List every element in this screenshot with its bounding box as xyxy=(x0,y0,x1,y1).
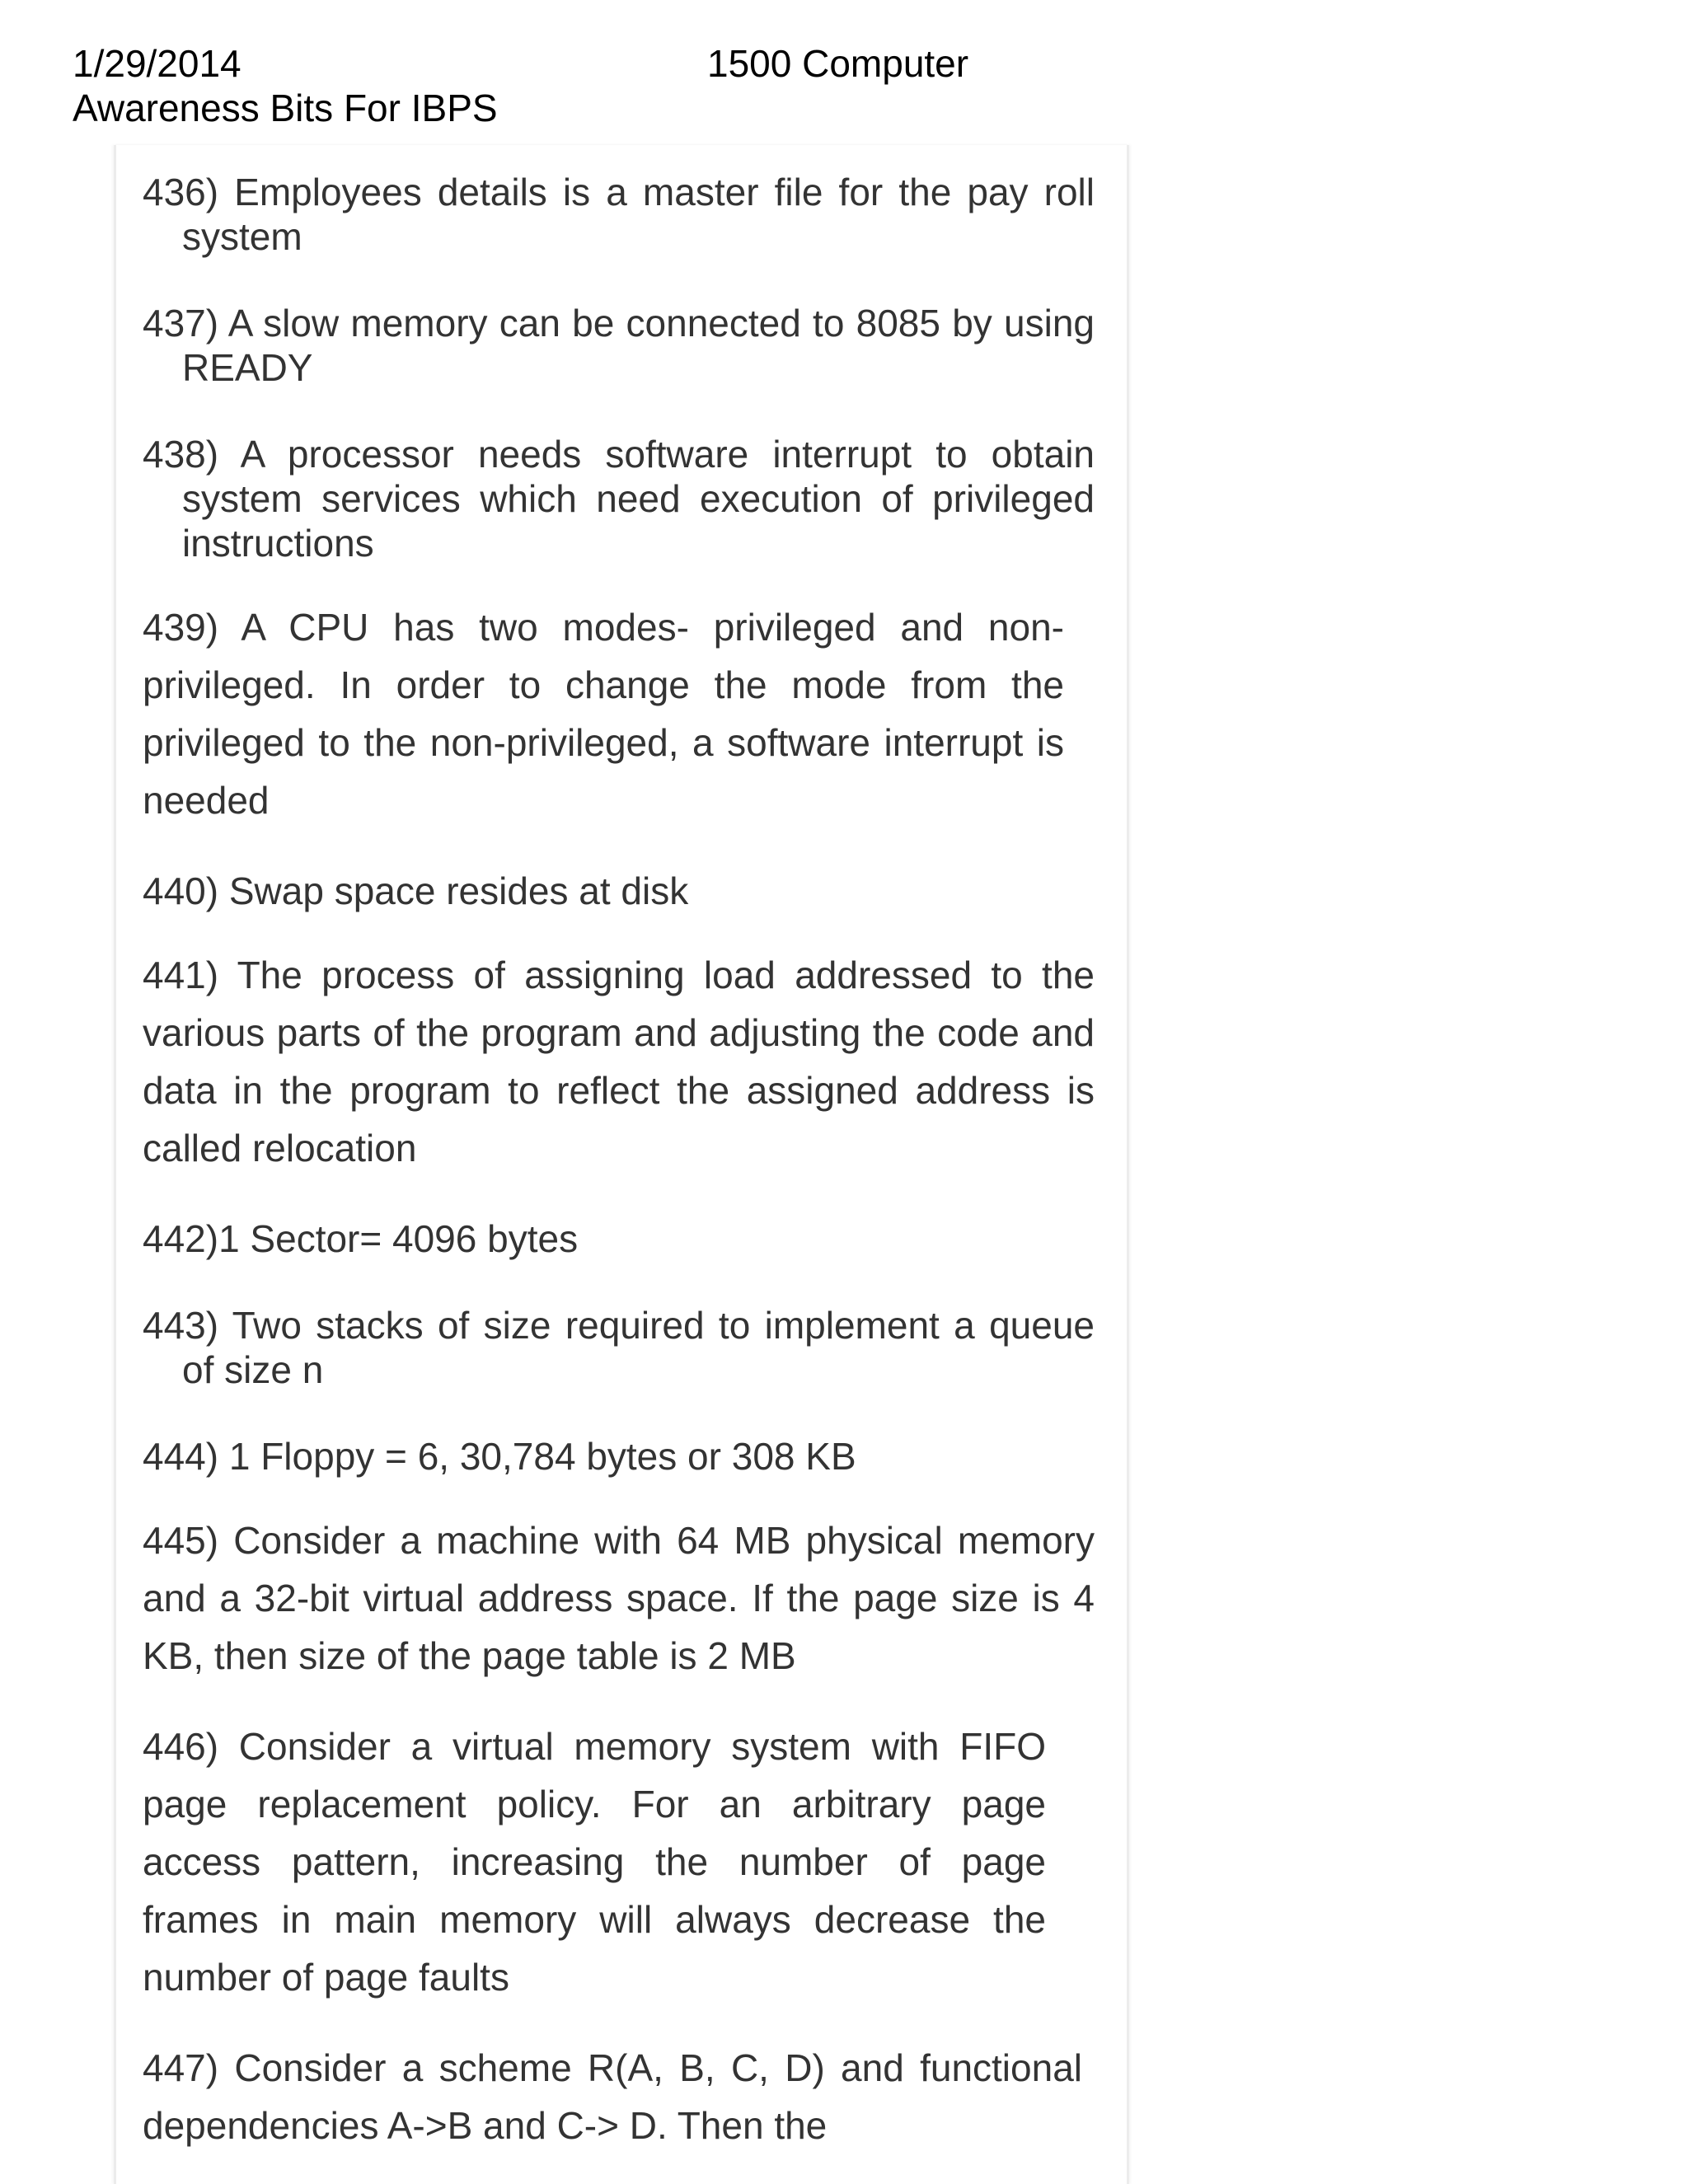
entry-list xyxy=(143,170,1095,2154)
entry-440: 440) Swap space resides at disk xyxy=(143,869,689,912)
entry-439: 439) A CPU has two modes- privileged and non-privileged. In order to change the mode from the privileged to the non-privileged, a software interrupt is needed xyxy=(143,606,1064,822)
entry-437: 437) A slow memory can be connected to 8085 by using READY xyxy=(143,302,1095,389)
entry-446: 446) Consider a virtual memory system with FIFO page replacement policy. For an arbitrary page access pattern, increasing the number of page frames in main memory will always decrease the number of page faults xyxy=(143,1725,1046,1999)
entry-444: 444) 1 Floppy = 6, 30,784 bytes or 308 KB xyxy=(143,1435,856,1478)
entry-442: 442)1 Sector= 4096 bytes xyxy=(143,1217,579,1260)
header-title-continued: Awareness Bits For IBPS xyxy=(73,87,498,129)
entry-441: 441) The process of assigning load addressed to the various parts of the program and adjusting the code and data in the program to reflect the assigned address is called relocation xyxy=(143,954,1095,1169)
entry-443: 443) Two stacks of size required to implement a queue of size n xyxy=(143,1304,1095,1391)
entry-436: 436) Employees details is a master file for the pay roll system xyxy=(143,171,1095,258)
page-header xyxy=(0,0,1688,148)
entry-438: 438) A processor needs software interrupt to obtain system services which need execution of privileged instructions xyxy=(143,433,1095,565)
entry-445: 445) Consider a machine with 64 MB physical memory and a 32-bit virtual address space. If the page size is 4 KB, then size of the page table is 2 MB xyxy=(143,1519,1095,1677)
header-title: 1500 Computer xyxy=(707,42,969,85)
entry-447: 447) Consider a scheme R(A, B, C, D) and functional dependencies A->B and C-> D. Then the xyxy=(143,2046,1082,2147)
header-date: 1/29/2014 xyxy=(73,42,241,85)
